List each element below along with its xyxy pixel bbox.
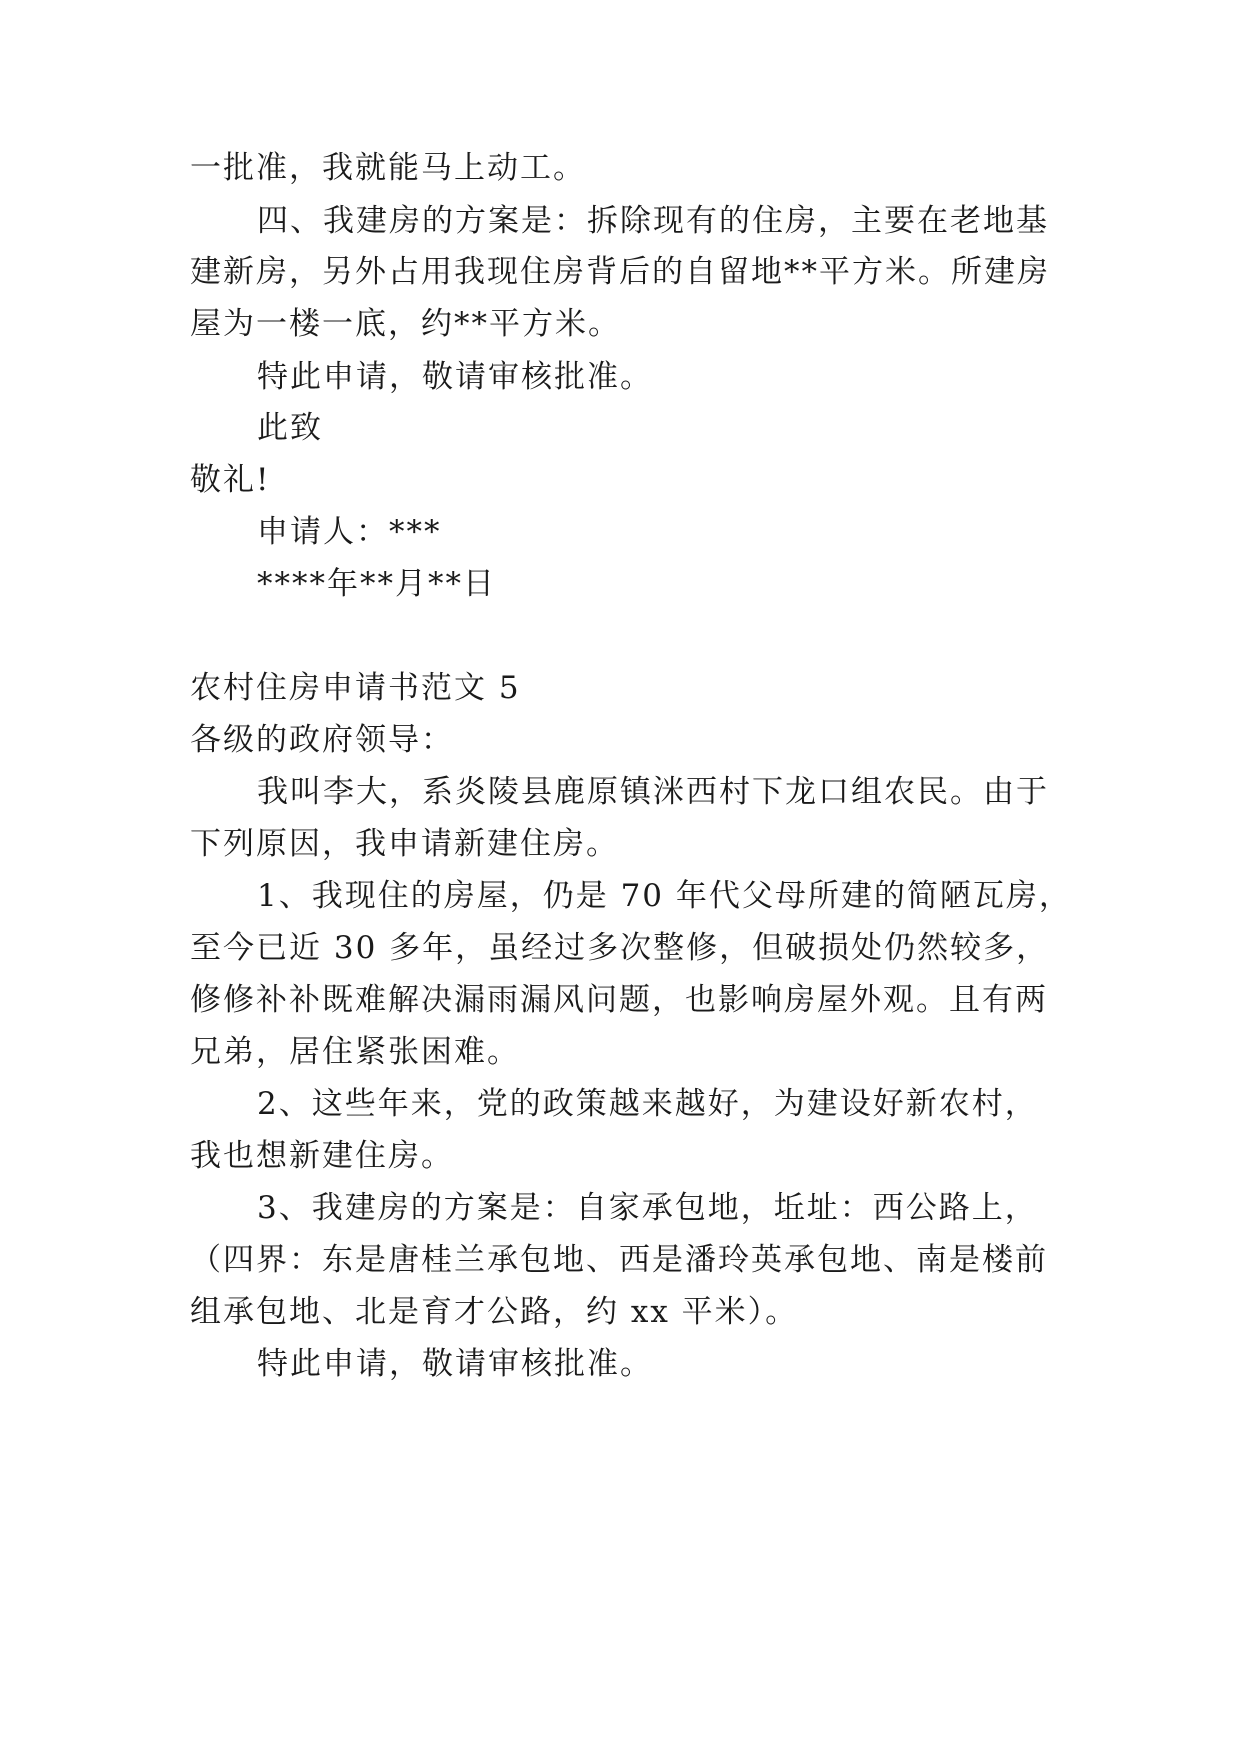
paragraph-line: 2、这些年来，党的政策越来越好，为建设好新农村， <box>257 1086 1038 1122</box>
paragraph-line: 修修补补既难解决漏雨漏风问题，也影响房屋外观。且有两 <box>190 982 1048 1018</box>
paragraph-line: 3、我建房的方案是：自家承包地，坵址：西公路上， <box>257 1190 1038 1226</box>
closing-request: 特此申请，敬请审核批准。 <box>257 1346 653 1382</box>
date-line: ****年**月**日 <box>257 566 496 602</box>
paragraph-line: 至今已近 30 多年，虽经过多次整修，但破损处仍然较多， <box>190 930 1050 966</box>
paragraph-line: 组承包地、北是育才公路，约 xx 平米）。 <box>190 1294 799 1330</box>
paragraph-line: 下列原因，我申请新建住房。 <box>190 826 619 862</box>
addressee: 各级的政府领导： <box>190 722 454 758</box>
applicant-signature: 申请人：*** <box>257 514 442 550</box>
paragraph-line: 1、我现住的房屋，仍是 70 年代父母所建的简陋瓦房， <box>257 878 1072 914</box>
section-title: 农村住房申请书范文 5 <box>190 670 521 706</box>
paragraph-line: 一批准，我就能马上动工。 <box>190 150 586 186</box>
paragraph-line: 建新房，另外占用我现住房背后的自留地**平方米。所建房 <box>190 254 1050 290</box>
paragraph-line: 我叫李大，系炎陵县鹿原镇洣西村下龙口组农民。由于 <box>257 774 1049 810</box>
salutation-closing: 此致 <box>257 410 323 446</box>
paragraph-line: 我也想新建住房。 <box>190 1138 454 1174</box>
paragraph-line: （四界：东是唐桂兰承包地、西是潘玲英承包地、南是楼前 <box>190 1242 1048 1278</box>
paragraph-line: 四、我建房的方案是：拆除现有的住房，主要在老地基 <box>257 203 1049 239</box>
closing-request: 特此申请，敬请审核批准。 <box>257 359 653 395</box>
paragraph-line: 屋为一楼一底，约**平方米。 <box>190 306 621 342</box>
salutation-regards: 敬礼! <box>190 462 271 498</box>
paragraph-line: 兄弟，居住紧张困难。 <box>190 1034 520 1070</box>
